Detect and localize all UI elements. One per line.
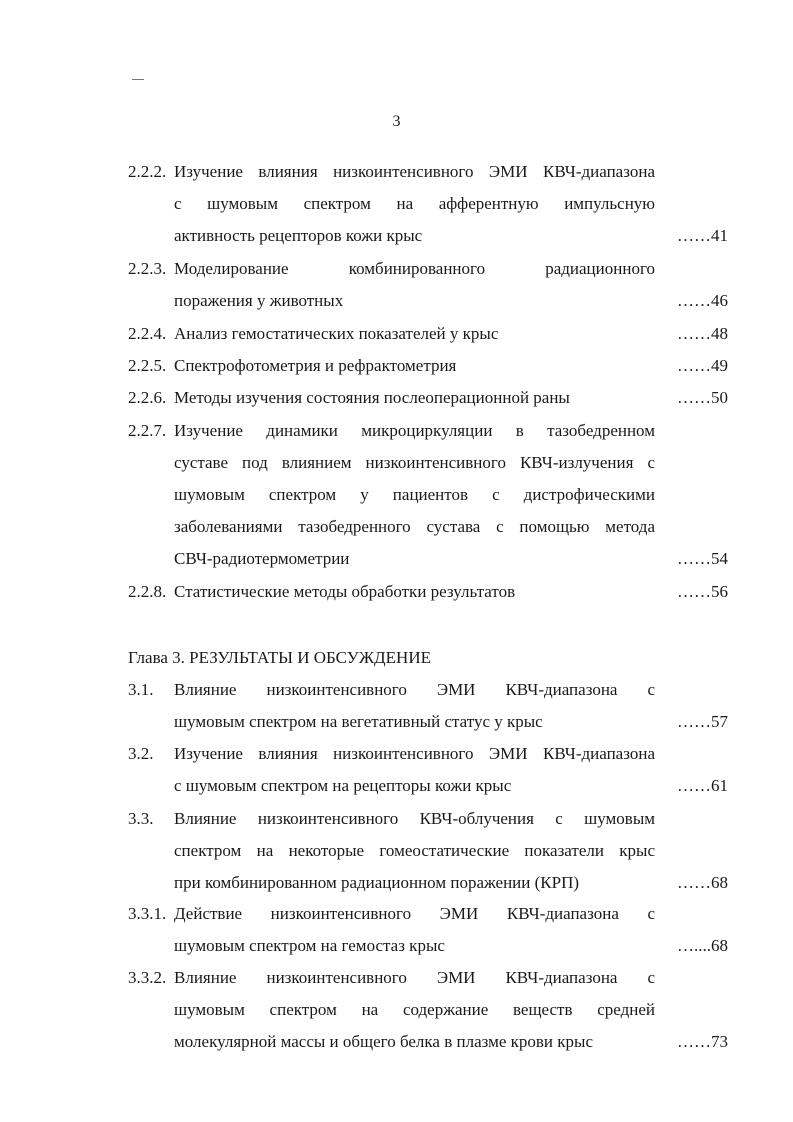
toc-entry-number: 2.2.5. — [128, 356, 167, 375]
toc-entry-text: СВЧ-радиотермометрии — [174, 549, 350, 568]
toc-page-ref[interactable]: ……73 — [677, 1032, 728, 1051]
toc-entry-text: шумовым спектром у пациентов с дистрофическими — [174, 485, 655, 504]
toc-line — [128, 415, 728, 447]
toc-entry-number: 2.2.8. — [128, 582, 167, 601]
toc-line — [128, 576, 728, 608]
toc-page-ref[interactable]: ……50 — [677, 388, 728, 407]
toc-entry-text: поражения у животных — [174, 291, 344, 310]
toc-line — [128, 318, 728, 350]
toc-entry-2-2-7[interactable] — [128, 415, 728, 575]
toc-line — [128, 1026, 728, 1058]
toc-entry-3-3-1[interactable] — [128, 898, 728, 962]
toc-line — [128, 994, 728, 1026]
toc-line — [128, 382, 728, 414]
toc-entry-number: 3.3.2. — [128, 968, 167, 987]
toc-page-ref[interactable]: ……56 — [677, 582, 728, 601]
toc-line — [128, 511, 728, 543]
toc-entry-number: 3.3. — [128, 809, 154, 828]
page-number: 3 — [392, 113, 401, 130]
toc-page-ref[interactable]: ……57 — [677, 712, 728, 731]
toc-line — [128, 738, 728, 770]
toc-entry-3-3-2[interactable] — [128, 962, 728, 1058]
toc-entry-3-1[interactable] — [128, 674, 728, 738]
toc-entry-2-2-8[interactable] — [128, 576, 728, 608]
toc-line — [128, 803, 728, 835]
toc-page-ref[interactable]: ……46 — [677, 291, 728, 310]
toc-entry-text: Действие низкоинтенсивного ЭМИ КВЧ-диапазона с — [174, 904, 655, 923]
toc-entry-text: с шумовым спектром на рецепторы кожи крыс — [174, 776, 512, 795]
toc-entry-number: 2.2.6. — [128, 388, 167, 407]
toc-entry-text: Анализ гемостатических показателей у крыс — [174, 324, 499, 343]
toc-line — [128, 350, 728, 382]
toc-entry-text: с шумовым спектром на афферентную импульсную — [174, 194, 655, 213]
toc-entry-number: 2.2.2. — [128, 162, 167, 181]
toc-entry-2-2-5[interactable] — [128, 350, 728, 382]
toc-entry-2-2-3[interactable] — [128, 253, 728, 317]
toc-entry-2-2-4[interactable] — [128, 318, 728, 350]
toc-entry-text: Влияние низкоинтенсивного ЭМИ КВЧ-диапазона с — [174, 968, 655, 987]
toc-entry-3-2[interactable] — [128, 738, 728, 802]
toc-entry-number: 3.2. — [128, 744, 154, 763]
toc-entry-text: шумовым спектром на вегетативный статус у крыс — [174, 712, 543, 731]
toc-entry-2-2-2[interactable] — [128, 156, 728, 252]
toc-entry-number: 2.2.4. — [128, 324, 167, 343]
toc-entry-text: Влияние низкоинтенсивного ЭМИ КВЧ-диапазона с — [174, 680, 655, 699]
toc-line — [128, 156, 728, 188]
toc-entry-number: 3.1. — [128, 680, 154, 699]
toc-entry-text: шумовым спектром на гемостаз крыс — [174, 936, 445, 955]
toc-entry-text: спектром на некоторые гомеостатические показатели крыс — [174, 841, 655, 860]
toc-line — [128, 253, 728, 285]
toc-entry-text: при комбинированном радиационном поражении (КРП) — [174, 873, 580, 892]
toc-entry-2-2-6[interactable] — [128, 382, 728, 414]
toc-entry-3-3[interactable] — [128, 803, 728, 899]
scan-artifact-mark — [132, 79, 144, 80]
toc-line — [128, 867, 728, 899]
toc-line — [128, 285, 728, 317]
toc-page-ref[interactable]: ……49 — [677, 356, 728, 375]
toc-line — [128, 479, 728, 511]
toc-page-ref[interactable]: …....68 — [677, 936, 728, 955]
toc-line — [128, 835, 728, 867]
toc-line — [128, 898, 728, 930]
toc-line — [128, 674, 728, 706]
toc-line — [128, 188, 728, 220]
toc-entry-number: 3.3.1. — [128, 904, 167, 923]
toc-entry-text: Изучение влияния низкоинтенсивного ЭМИ КВЧ-диапазона — [174, 744, 655, 763]
toc-page-ref[interactable]: ……68 — [677, 873, 728, 892]
toc-line — [128, 220, 728, 252]
toc-entry-number: 2.2.3. — [128, 259, 167, 278]
toc-line — [128, 706, 728, 738]
toc-entry-text: активность рецепторов кожи крыс — [174, 226, 423, 245]
toc-line — [128, 930, 728, 962]
toc-entry-text: Изучение динамики микроциркуляции в тазобедренном — [174, 421, 655, 440]
toc-entry-text: суставе под влиянием низкоинтенсивного КВЧ-излучения с — [174, 453, 655, 472]
toc-entry-text: Методы изучения состояния послеоперационной раны — [174, 388, 570, 407]
toc-entry-number: 2.2.7. — [128, 421, 167, 440]
toc-entry-text: Статистические методы обработки результатов — [174, 582, 516, 601]
toc-entry-text: шумовым спектром на содержание веществ средней — [174, 1000, 655, 1019]
toc-entry-text: Влияние низкоинтенсивного КВЧ-облучения с шумовым — [174, 809, 655, 828]
toc-entry-text: Изучение влияния низкоинтенсивного ЭМИ КВЧ-диапазона — [174, 162, 655, 181]
toc-line — [128, 447, 728, 479]
toc-page-ref[interactable]: ……41 — [677, 226, 728, 245]
toc-page-ref[interactable]: ……61 — [677, 776, 728, 795]
chapter-heading[interactable]: Глава 3. РЕЗУЛЬТАТЫ И ОБСУЖДЕНИЕ — [128, 648, 431, 667]
toc-entry-text: Моделирование комбинированного радиационного — [174, 259, 655, 278]
toc-entry-text: молекулярной массы и общего белка в плазме крови крыс — [174, 1032, 594, 1051]
toc-entry-text: заболеваниями тазобедренного сустава с помощью метода — [174, 517, 655, 536]
toc-line — [128, 962, 728, 994]
toc-entry-text: Спектрофотометрия и рефрактометрия — [174, 356, 457, 375]
toc-page-ref[interactable]: ……54 — [677, 549, 728, 568]
toc-line — [128, 770, 728, 802]
toc-page-ref[interactable]: ……48 — [677, 324, 728, 343]
toc-line — [128, 543, 728, 575]
